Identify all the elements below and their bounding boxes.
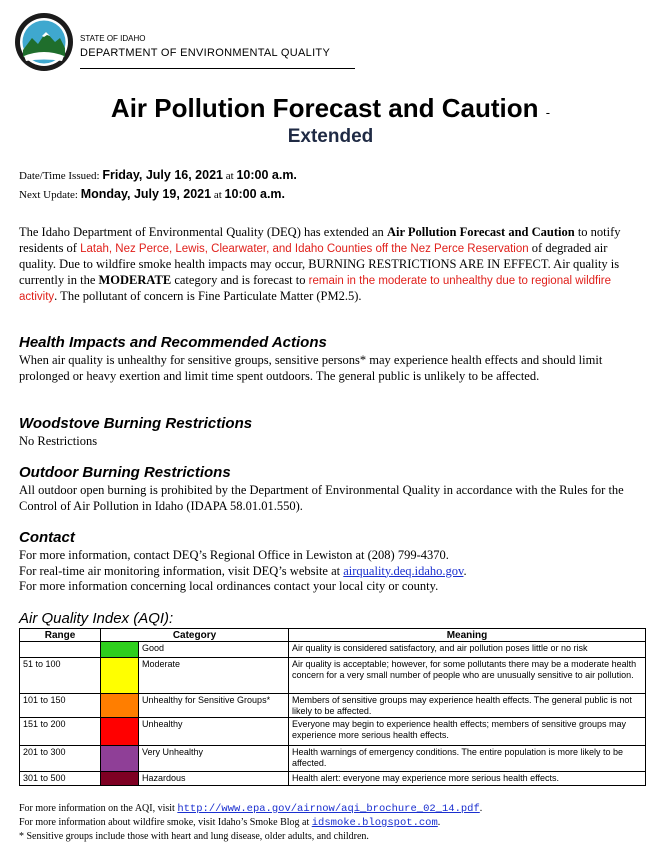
title-text: Air Pollution Forecast and Caution: [110, 93, 539, 123]
range-cell: 51 to 100: [20, 658, 101, 694]
department-label: DEPARTMENT OF ENVIRONMENTAL QUALITY: [80, 47, 331, 59]
contact-heading: Contact: [19, 529, 75, 546]
table-row: [20, 718, 646, 746]
range-cell: [20, 642, 101, 658]
sensitive-groups-note: * Sensitive groups include those with heart and lung disease, older adults, and children.: [19, 831, 369, 842]
next-update-time: 10:00 a.m.: [224, 187, 286, 201]
smoke-blog-link[interactable]: idsmoke.blogspot.com: [311, 817, 438, 829]
meaning-cell: Air quality is acceptable; however, for some pollutants there may be a moderate health concern for a very small number of people who are unusually sensitive to air pollution.: [289, 658, 646, 694]
range-cell: 201 to 300: [20, 746, 101, 772]
category-header: Category: [101, 629, 289, 642]
table-row: [20, 746, 646, 772]
page-subtitle: Extended: [287, 126, 374, 147]
color-swatch: [101, 718, 139, 746]
category-cell: Unhealthy for Sensitive Groups*: [139, 694, 289, 718]
aqi-heading: Air Quality Index (AQI):: [19, 610, 174, 627]
letterhead: [14, 12, 654, 74]
contact-text: For more information, contact DEQ’s Regional Office in Lewiston at (208) 799-4370. For real-time air monitoring information, visit DEQ’s website at airquality.deq.idaho.gov. For more information concerning local ordinances contact your local city or county.: [19, 548, 467, 593]
color-swatch: [101, 746, 139, 772]
woodstove-heading: Woodstove Burning Restrictions: [19, 415, 253, 432]
meaning-cell: Health alert: everyone may experience more serious health effects.: [289, 772, 646, 786]
health-text: When air quality is unhealthy for sensitive groups, sensitive persons* may experience health effects and should limit prolonged or heavy exertion and limit time spent outdoors. The general public is unlikely to be affected.: [19, 353, 603, 383]
category-cell: Unhealthy: [139, 718, 289, 746]
airquality-link[interactable]: airquality.deq.idaho.gov: [343, 563, 464, 578]
state-label: STATE OF IDAHO: [80, 34, 146, 43]
aqi-table: [19, 628, 646, 786]
title-dash: -: [545, 105, 551, 120]
aqi-brochure-link[interactable]: http://www.epa.gov/airnow/aqi_brochure_02_14.pdf: [177, 803, 480, 815]
category-cell: Hazardous: [139, 772, 289, 786]
page-title: [0, 93, 661, 128]
color-swatch: [101, 694, 139, 718]
range-cell: 101 to 150: [20, 694, 101, 718]
aqi-header-row: [20, 629, 646, 642]
meaning-cell: Air quality is considered satisfactory, and air pollution poses little or no risk: [289, 642, 646, 658]
color-swatch: [101, 642, 139, 658]
issued-date: Friday, July 16, 2021: [102, 168, 223, 182]
forecast-text: remain in the moderate to unhealthy due to regional wildfire activity: [19, 274, 612, 303]
range-header: Range: [20, 629, 101, 642]
affected-area: Latah, Nez Perce, Lewis, Clearwater, and Idaho Counties off the Nez Perce Reservation: [80, 242, 529, 255]
meaning-cell: Everyone may begin to experience health effects; members of sensitive groups may experience more serious health effects.: [289, 718, 646, 746]
category-cell: Moderate: [139, 658, 289, 694]
meaning-cell: Members of sensitive groups may experience health effects. The general public is not likely to be affected.: [289, 694, 646, 718]
range-cell: 301 to 500: [20, 772, 101, 786]
meaning-cell: Health warnings of emergency conditions. The entire population is more likely to be affected.: [289, 746, 646, 772]
outdoor-heading: Outdoor Burning Restrictions: [19, 464, 231, 481]
next-update-line: Next Update: Monday, July 19, 2021 at 10:00 a.m.: [19, 187, 286, 201]
deq-seal-icon: [14, 12, 74, 72]
range-cell: 151 to 200: [20, 718, 101, 746]
woodstove-text: No Restrictions: [19, 434, 98, 448]
issued-line: Date/Time Issued: Friday, July 16, 2021 at 10:00 a.m.: [19, 168, 297, 182]
header-divider: [80, 68, 355, 69]
next-update-date: Monday, July 19, 2021: [80, 187, 212, 201]
issue-dates: [19, 166, 297, 204]
color-swatch: [101, 772, 139, 786]
issued-time: 10:00 a.m.: [236, 168, 297, 182]
footnotes: For more information on the AQI, visit http://www.epa.gov/airnow/aqi_brochure_02_14.pdf. For more information about wildfire smoke, visit Idaho’s Smoke Blog at idsmoke.blogspot.com. * Sensitive groups include those with heart and lung disease, older adults, and children.: [19, 803, 483, 842]
health-heading: Health Impacts and Recommended Actions: [19, 334, 327, 351]
table-row: [20, 658, 646, 694]
meaning-header: Meaning: [289, 629, 646, 642]
category-cell: Very Unhealthy: [139, 746, 289, 772]
table-row: [20, 642, 646, 658]
intro-paragraph: The Idaho Department of Environmental Quality (DEQ) has extended an Air Pollution Forecast and Caution to notify residents of Latah, Nez Perce, Lewis, Clearwater, and Idaho Counties off the Nez Perce Reservation of degraded air quality. Due to wildfire smoke health impacts may occur, BURNING RESTRICTIONS ARE IN EFFECT. Air quality is currently in the MODERATE category and is forecast to remain in the moderate to unhealthy due to regional wildfire activity. The pollutant of concern is Fine Particulate Matter (PM2.5).: [19, 225, 621, 303]
table-row: [20, 772, 646, 786]
outdoor-text: All outdoor open burning is prohibited by the Department of Environmental Quality in accordance with the Rules for the Control of Air Pollution in Idaho (IDAPA 58.01.01.550).: [19, 483, 624, 513]
table-row: [20, 694, 646, 718]
category-cell: Good: [139, 642, 289, 658]
color-swatch: [101, 658, 139, 694]
